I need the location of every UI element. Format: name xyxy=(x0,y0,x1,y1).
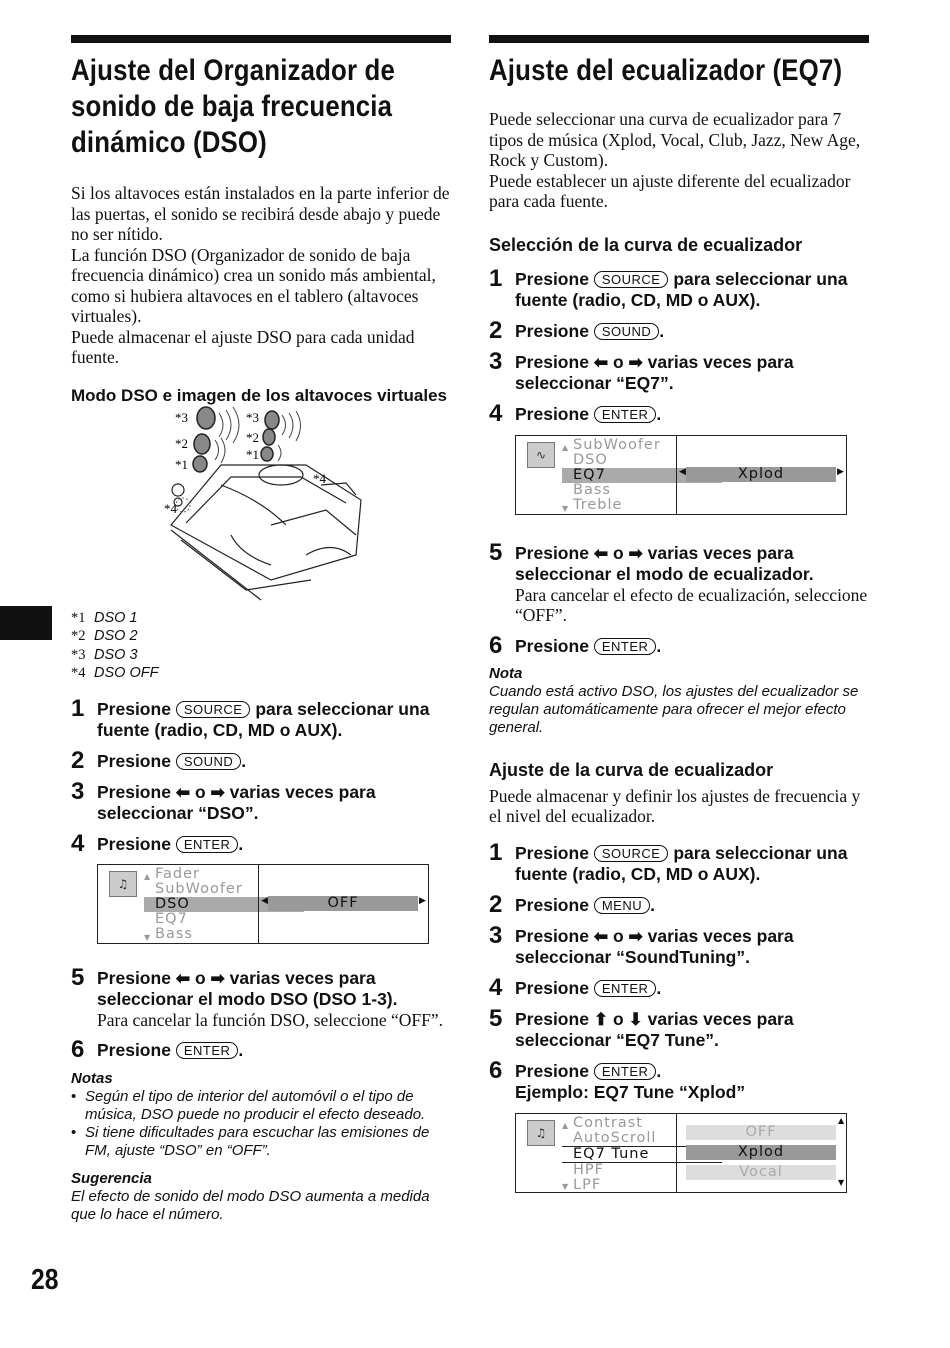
menu-item: Bass xyxy=(573,481,611,498)
value-right-arrow-icon: ▶ xyxy=(419,895,426,906)
scroll-down-icon: ▼ xyxy=(838,1177,845,1187)
step-3: 3 Presione ⬅ o ➡ varias veces para seleccionar “DSO”. xyxy=(71,777,376,823)
eq-option-selected: Xplod xyxy=(686,1145,836,1160)
intro-paragraph: Puede almacenar el ajuste DSO para cada unidad fuente. xyxy=(71,326,415,367)
menu-item: DSO xyxy=(573,451,608,468)
step-3: 3 Presione ⬅ o ➡ varias veces para seleccionar “SoundTuning”. xyxy=(489,921,794,967)
enter-key: ENTER xyxy=(594,638,657,655)
note-item: • Según el tipo de interior del automóvil o el tipo de música, DSO puede no producir el efecto deseado. xyxy=(71,1088,451,1124)
menu-item: Fader xyxy=(155,865,200,882)
page-number: 28 xyxy=(31,1264,59,1296)
legend-item: *4 DSO OFF xyxy=(71,665,159,681)
enter-key: ENTER xyxy=(594,980,657,997)
source-key: SOURCE xyxy=(176,701,251,718)
scroll-down-icon: ▼ xyxy=(144,932,152,942)
scroll-up-icon: ▲ xyxy=(838,1115,845,1125)
enter-key: ENTER xyxy=(176,836,239,853)
section-intro: Puede almacenar y definir los ajustes de frecuencia y el nivel del ecualizador. xyxy=(489,785,861,826)
up-arrow-icon: ⬆ xyxy=(593,1009,609,1029)
callout-label: *2 xyxy=(246,429,259,445)
eq7-display-wrap xyxy=(489,435,869,543)
right-arrow-icon: ➡ xyxy=(628,543,643,563)
step-5: 5 Presione ⬅ o ➡ varias veces para seleccionar el modo de ecualizador. Para cancelar el efecto de ecualización, seleccione “OFF”. xyxy=(489,538,868,625)
menu-item: AutoScroll xyxy=(573,1129,657,1146)
tip-text: El efecto de sonido del modo DSO aumenta a medida que lo hace el número. xyxy=(71,1188,430,1223)
step-6: 6 Presione ENTER . Ejemplo: EQ7 Tune “Xplod” xyxy=(489,1061,869,1103)
step-3: 3 Presione ⬅ o ➡ varias veces para seleccionar “EQ7”. xyxy=(489,347,794,393)
step-2: 2 Presione MENU . xyxy=(489,890,655,918)
value-right-arrow-icon: ▶ xyxy=(837,466,844,477)
callout-label: *4 xyxy=(313,470,326,486)
step-4: 4 Presione ENTER . xyxy=(489,399,662,427)
menu-item: HPF xyxy=(573,1161,604,1178)
eq-adjust-steps xyxy=(489,838,869,1197)
subhead-dso-mode: Modo DSO e imagen de los altavoces virtuales xyxy=(71,385,448,405)
step-1: 1 Presione SOURCE para seleccionar una fuente (radio, CD, MD o AUX). xyxy=(71,694,430,740)
intro-paragraph: Si los altavoces están instalados en la parte inferior de las puertas, el sonido se recibirá desde abajo y puede no ser nítido. xyxy=(71,183,450,244)
eq-select-steps xyxy=(489,264,869,659)
callout-label: *1 xyxy=(175,456,188,472)
dso-display-wrap xyxy=(71,864,451,968)
sound-key: SOUND xyxy=(176,753,241,770)
sound-key: SOUND xyxy=(594,323,659,340)
eq-note-block xyxy=(489,665,869,737)
legend-item: *2 DSO 2 xyxy=(71,628,138,644)
display-divider xyxy=(676,1114,677,1192)
left-arrow-icon: ⬅ xyxy=(175,968,191,988)
callout-label: *2 xyxy=(175,435,188,451)
car-interior-illustration xyxy=(71,405,451,605)
menu-item: Bass xyxy=(155,925,193,942)
intro-paragraph: Puede establecer un ajuste diferente del ecualizador para cada fuente. xyxy=(489,170,851,211)
menu-item-selected: EQ7 Tune xyxy=(562,1146,722,1163)
eq7tune-display xyxy=(515,1113,847,1193)
sound-tuning-icon: ♫ xyxy=(527,1120,555,1146)
callout-label: *3 xyxy=(175,409,188,425)
left-arrow-icon: ⬅ xyxy=(593,926,609,946)
source-key: SOURCE xyxy=(594,845,669,862)
dso-legend xyxy=(71,609,451,683)
example-line: Ejemplo: EQ7 Tune “Xplod” xyxy=(515,1081,746,1102)
right-arrow-icon: ➡ xyxy=(210,968,225,988)
step-5-detail: Para cancelar el efecto de ecualización, seleccione “OFF”. xyxy=(515,584,868,625)
page-title-dso: Ajuste del Organizador de sonido de baja frecuencia dinámico (DSO) xyxy=(71,54,395,159)
enter-key: ENTER xyxy=(594,1063,657,1080)
enter-key: ENTER xyxy=(594,406,657,423)
intro-paragraph: La función DSO (Organizador de sonido de baja frecuencia dinámico) crea un sonido más ambiental, como si hubiera altavoces en el tablero (altavoces virtuales). xyxy=(71,244,436,326)
right-column xyxy=(489,35,869,1197)
section-title-adjust-curve: Ajuste de la curva de ecualizador xyxy=(489,759,774,780)
callout-label: *4 xyxy=(164,500,177,516)
menu-item: LPF xyxy=(573,1176,602,1193)
value-left-arrow-icon: ◀ xyxy=(261,895,268,906)
step-6: 6 Presione ENTER . xyxy=(71,1036,244,1063)
step-6: 6 Presione ENTER . xyxy=(489,631,662,659)
menu-item: Contrast xyxy=(573,1114,643,1131)
menu-item: EQ7 xyxy=(155,910,188,927)
left-arrow-icon: ⬅ xyxy=(593,352,609,372)
title-rule xyxy=(71,35,451,43)
value-left-arrow-icon: ◀ xyxy=(679,466,686,477)
note-title: Nota xyxy=(489,664,523,682)
left-arrow-icon: ⬅ xyxy=(175,782,191,802)
dso-display xyxy=(97,864,429,944)
note-text: Cuando está activo DSO, los ajustes del ecualizador se regulan automáticamente para ofrecer el mejor efecto general. xyxy=(489,682,859,736)
notes-block xyxy=(71,1070,451,1224)
eq-option: Vocal xyxy=(686,1165,836,1180)
speaker-figure xyxy=(71,405,451,605)
note-item: • Si tiene dificultades para escuchar las emisiones de FM, ajuste “DSO” en “OFF”. xyxy=(71,1124,451,1160)
legend-item: *1 DSO 1 xyxy=(71,609,138,626)
tip-title: Sugerencia xyxy=(71,1170,152,1187)
right-arrow-icon: ➡ xyxy=(210,782,225,802)
left-column xyxy=(71,35,451,1224)
step-4: 4 Presione ENTER . xyxy=(71,829,244,857)
menu-item: Treble xyxy=(573,496,623,513)
title-rule xyxy=(489,35,869,43)
step-5: 5 Presione ⬅ o ➡ varias veces para seleccionar el modo DSO (DSO 1-3). Para cancelar la función DSO, seleccione “OFF”. xyxy=(71,968,451,1031)
menu-item-selected: DSO xyxy=(144,897,304,912)
step-5: 5 Presione ⬆ o ⬇ varias veces para seleccionar “EQ7 Tune”. xyxy=(489,1004,794,1050)
display-divider xyxy=(258,865,259,943)
intro-paragraph: Puede seleccionar una curva de ecualizador para 7 tipos de música (Xplod, Vocal, Club, Jazz, New Age, Rock y Custom). xyxy=(489,109,861,170)
eq7tune-display-wrap xyxy=(489,1113,869,1197)
scroll-up-icon: ▲ xyxy=(562,1120,570,1130)
callout-label: *3 xyxy=(246,409,259,425)
dso-steps xyxy=(71,694,451,1063)
step-4: 4 Presione ENTER . xyxy=(489,973,662,1001)
eq-option: OFF xyxy=(686,1125,836,1140)
notes-title: Notas xyxy=(71,1070,113,1087)
menu-item: SubWoofer xyxy=(573,436,661,453)
right-arrow-icon: ➡ xyxy=(628,926,643,946)
source-key: SOURCE xyxy=(594,271,669,288)
speaker-icon: ♫ xyxy=(109,871,137,897)
section-tab xyxy=(0,606,52,640)
down-arrow-icon: ⬇ xyxy=(628,1009,643,1029)
eq7-value: Xplod xyxy=(686,467,836,482)
step-5-detail: Para cancelar la función DSO, seleccione “OFF”. xyxy=(97,1009,443,1030)
step-2: 2 Presione SOUND . xyxy=(71,746,247,774)
right-arrow-icon: ➡ xyxy=(628,352,643,372)
menu-item-selected: EQ7 xyxy=(562,468,722,483)
step-2: 2 Presione SOUND . xyxy=(489,316,665,344)
step-1: 1 Presione SOURCE para seleccionar una fuente (radio, CD, MD o AUX). xyxy=(489,838,848,884)
section-title-select-curve: Selección de la curva de ecualizador xyxy=(489,234,803,255)
scroll-down-icon: ▼ xyxy=(562,503,570,513)
eq7-display xyxy=(515,435,847,515)
callout-label: *1 xyxy=(246,446,259,462)
scroll-up-icon: ▲ xyxy=(144,871,152,881)
left-arrow-icon: ⬅ xyxy=(593,543,609,563)
menu-item: SubWoofer xyxy=(155,880,243,897)
scroll-up-icon: ▲ xyxy=(562,442,570,452)
dso-value: OFF xyxy=(268,896,418,911)
enter-key: ENTER xyxy=(176,1042,239,1059)
display-divider xyxy=(676,436,677,514)
page-title-eq7: Ajuste del ecualizador (EQ7) xyxy=(489,54,843,87)
equalizer-icon: ∿ xyxy=(527,442,555,468)
menu-key: MENU xyxy=(594,897,650,914)
scroll-down-icon: ▼ xyxy=(562,1181,570,1191)
legend-item: *3 DSO 3 xyxy=(71,646,138,663)
step-1: 1 Presione SOURCE para seleccionar una fuente (radio, CD, MD o AUX). xyxy=(489,264,848,310)
